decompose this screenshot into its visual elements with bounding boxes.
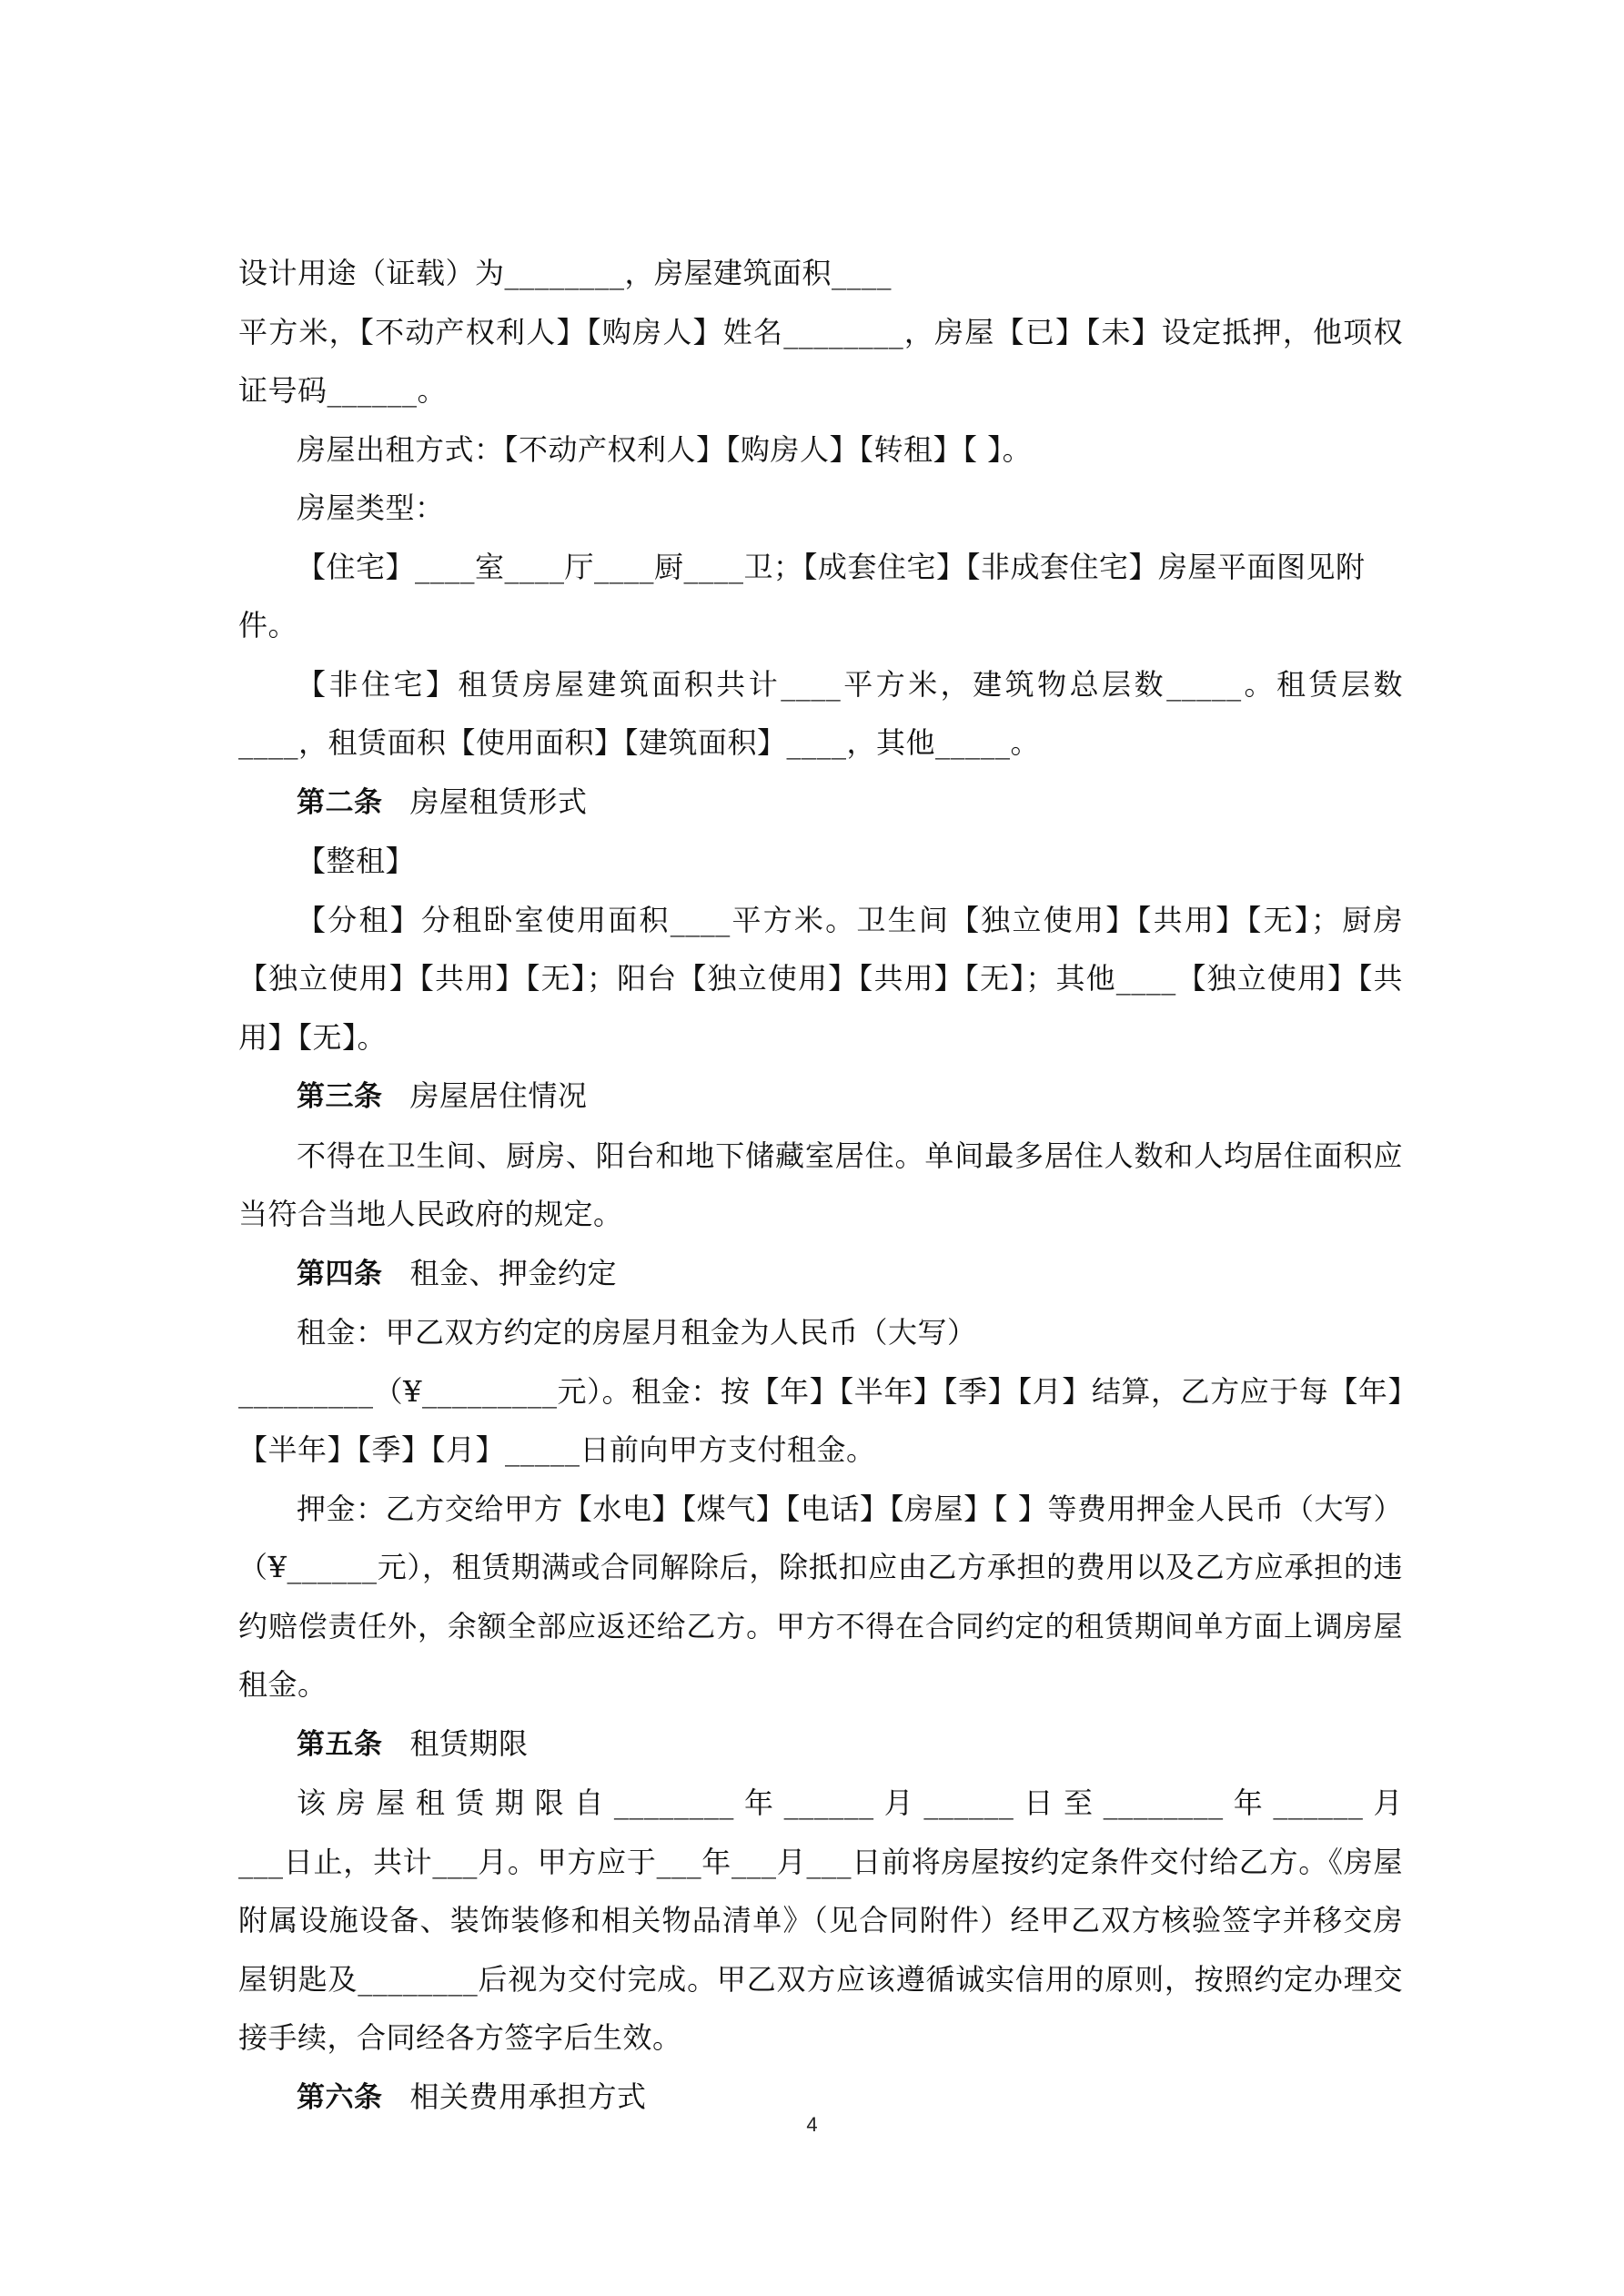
page-number: 4 bbox=[806, 2113, 818, 2136]
paragraph: 押金：乙方交给甲方【水电】【煤气】【电话】【房屋】【 】等费用押金人民币（大写）（¥______元），租赁期满或合同解除后，除抵扣应由乙方承担的费用以及乙方应承担的违约赔偿责任外，余额全部应返还给乙方。甲方不得在合同约定的租赁期间单方面上调房屋租金。 bbox=[238, 1491, 1403, 1702]
paragraph: 【分租】分租卧室使用面积____平方米。卫生间【独立使用】【共用】【无】；厨房【独立使用】【共用】【无】；阳台【独立使用】【共用】【无】；其他____【独立使用】【共用】【无】。 bbox=[238, 902, 1403, 1055]
paragraph: 该房屋租赁期限自________年______月______日至________年______月 bbox=[297, 1785, 1403, 1820]
article-number: 第六条 bbox=[297, 2080, 383, 2114]
paragraph: 房屋出租方式：【不动产权利人】【购房人】【转租】【 】。 bbox=[297, 431, 1033, 467]
article-heading bbox=[238, 773, 1403, 833]
paragraph: ___日止，共计___月。甲方应于___年___月___日前将房屋按约定条件交付给乙方。《房屋附属设施设备、装饰装修和相关物品清单》（见合同附件）经甲乙双方核验签字并移交房屋钥匙及________后视为交付完成。甲乙双方应该遵循诚实信用的原则，按照约定办理交接手续，合同经各方签字后生效。 bbox=[238, 1844, 1403, 2055]
article-number: 第四条 bbox=[297, 1257, 383, 1290]
paragraph: 【非住宅】租赁房屋建筑面积共计____平方米，建筑物总层数_____。租赁层数____，租赁面积【使用面积】【建筑面积】____，其他_____。 bbox=[238, 666, 1403, 760]
paragraph: 租金：甲乙双方约定的房屋月租金为人民币（大写） bbox=[297, 1315, 977, 1350]
article-number: 第三条 bbox=[297, 1080, 383, 1113]
article-title: 租金、押金约定 bbox=[409, 1255, 618, 1290]
article-heading bbox=[238, 1067, 1403, 1127]
paragraph: 不得在卫生间、厨房、阳台和地下储藏室居住。单间最多居住人数和人均居住面积应当符合当地人民政府的规定。 bbox=[238, 1138, 1403, 1231]
paragraph: 【整租】 bbox=[297, 844, 416, 878]
paragraph: 平方米，【不动产权利人】【购房人】姓名________，房屋【已】【未】设定抵押，他项权证号码______。 bbox=[238, 314, 1403, 408]
article-title: 房屋租赁形式 bbox=[409, 784, 588, 819]
article-heading bbox=[238, 1244, 1403, 1304]
article-heading bbox=[238, 1714, 1403, 1775]
paragraph: 【住宅】____室____厅____厨____卫；【成套住宅】【非成套住宅】房屋平面图见附件。 bbox=[238, 549, 1366, 642]
paragraph: _________（¥_________元）。租金：按【年】【半年】【季】【月】结算，乙方应于每【年】【半年】【季】【月】_____日前向甲方支付租金。 bbox=[238, 1373, 1403, 1467]
article-number: 第五条 bbox=[297, 1727, 383, 1761]
article-title: 租赁期限 bbox=[409, 1725, 529, 1761]
document-body bbox=[238, 244, 1403, 2127]
article-title: 相关费用承担方式 bbox=[409, 2079, 647, 2114]
paragraph: 房屋类型： bbox=[297, 491, 445, 525]
article-title: 房屋居住情况 bbox=[409, 1078, 588, 1113]
article-number: 第二条 bbox=[297, 785, 383, 819]
paragraph: 设计用途（证载）为________，房屋建筑面积____ bbox=[238, 256, 893, 290]
